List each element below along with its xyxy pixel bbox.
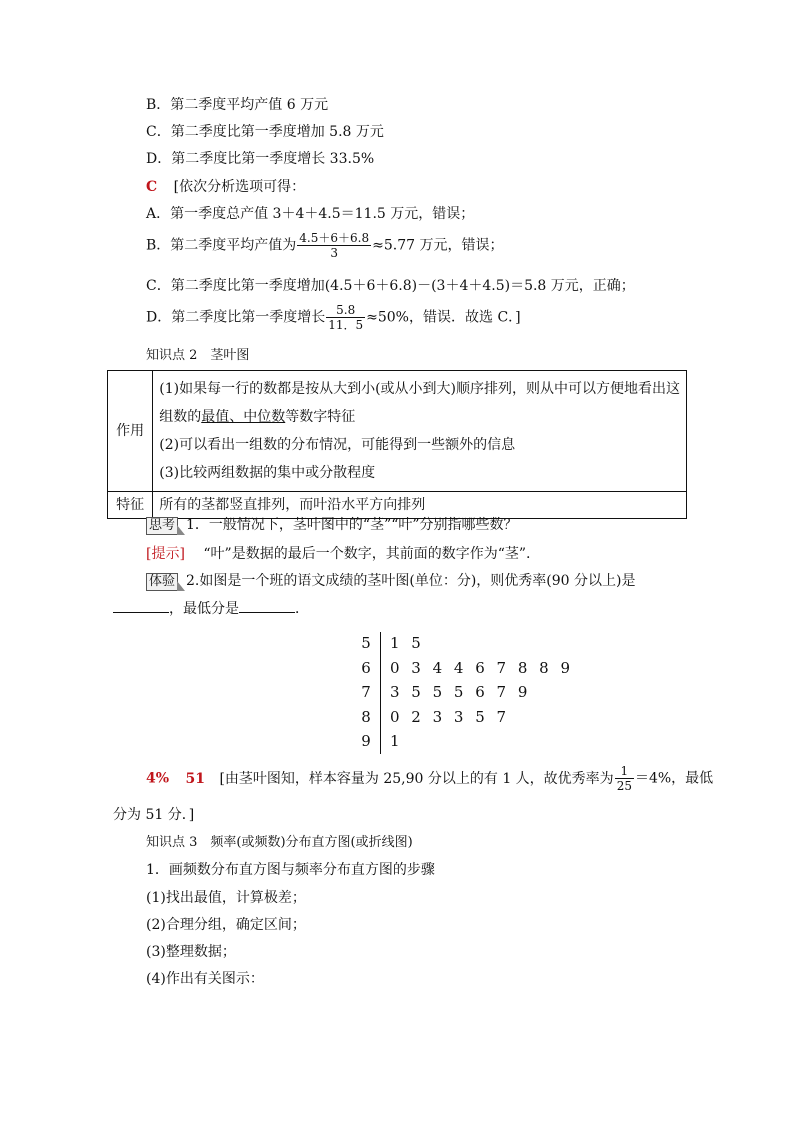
step-3: (3)整理数据； — [146, 944, 236, 960]
leaves: 0 3 4 4 6 7 8 8 9 — [390, 658, 574, 677]
fraction-b — [297, 232, 371, 259]
table-row-use — [108, 371, 687, 492]
leaves: 1 — [390, 732, 404, 750]
think-question — [146, 517, 518, 535]
answer-1-intro — [146, 180, 305, 194]
use-line-1: (1)如果每一行的数都是按从大到小(或从小到大)顺序排列，则从中可以方便地看出这 — [159, 381, 680, 397]
blank-rate — [113, 600, 169, 613]
section-2-title: 知识点 2 茎叶图 — [146, 348, 250, 363]
stem: 8 — [361, 707, 371, 726]
use-line-3: (2)可以看出一组数的分布情况，可能得到一些额外的信息 — [159, 437, 516, 453]
fraction-d-numerator: 5.8 — [326, 304, 365, 318]
step-1: (1)找出最值，计算极差； — [146, 890, 306, 906]
experience-question — [146, 573, 635, 591]
option-c: C．第二季度比第一季度增加 5.8 万元 — [146, 124, 384, 140]
answer-2-text-pre: [由茎叶图知，样本容量为 25,90 分以上的有 1 人，故优秀率为 — [219, 770, 614, 787]
option-b: B．第二季度平均产值 6 万元 — [146, 97, 329, 113]
section-3-title: 知识点 3 频率(或频数)分布直方图(或折线图) — [146, 835, 413, 850]
table-cell-feature: 所有的茎都竖直排列，而叶沿水平方向排列 — [153, 492, 687, 519]
analysis-b-prefix: B．第二季度平均产值为 — [146, 237, 297, 254]
stem: 6 — [361, 658, 371, 677]
answer-2-line-1 — [146, 765, 713, 792]
use-line-4: (3)比较两组数据的集中或分散程度 — [159, 465, 376, 481]
hint-text: “叶”是数据的最后一个数字，其前面的数字作为“茎”. — [203, 546, 531, 562]
fraction-rate — [615, 765, 634, 792]
experience-question-mid: ，最低分是 — [169, 601, 239, 617]
leaves: 0 2 3 3 5 7 — [390, 707, 510, 726]
answer-letter: C — [146, 179, 158, 195]
fraction-b-denominator: 3 — [330, 246, 339, 260]
analysis-b — [146, 232, 503, 259]
stem: 5 — [361, 634, 371, 652]
answer-intro: [依次分析选项可得： — [173, 179, 306, 195]
blank-min-score — [239, 600, 295, 613]
think-tag: 思考 — [146, 517, 178, 535]
use-line-2-underlined: 最值、中位数 — [201, 409, 286, 425]
step-2: (2)合理分组，确定区间； — [146, 917, 306, 933]
use-line-2 — [159, 403, 680, 431]
option-d: D．第二季度比第一季度增长 33.5% — [146, 151, 375, 167]
answer-2-line-2: 分为 51 分．] — [113, 807, 195, 823]
table-head-use: 作用 — [108, 371, 153, 492]
stem: 7 — [361, 683, 371, 701]
analysis-b-suffix: ≈5.77 万元，错误； — [372, 237, 504, 254]
answer-min-score: 51 — [185, 770, 205, 787]
fraction-d-denominator: 11．5 — [328, 318, 364, 332]
use-line-2-post: 等数字特征 — [285, 409, 356, 425]
think-question-text: 1．一般情况下，茎叶图中的“茎”“叶”分别指哪些数？ — [186, 517, 518, 533]
answer-2-text-post: ＝4%，最低 — [634, 770, 714, 787]
experience-question-line-1: 2.如图是一个班的语文成绩的茎叶图(单位：分)，则优秀率(90 分以上)是 — [186, 573, 636, 589]
table-row-feature — [108, 492, 687, 519]
fraction-b-numerator: 4.5＋6＋6.8 — [299, 231, 370, 245]
leaves: 3 5 5 5 6 7 9 — [390, 683, 531, 701]
stem-leaf-table — [107, 370, 687, 519]
analysis-a: A．第一季度总产值 3＋4＋4.5＝11.5 万元，错误； — [146, 206, 475, 222]
answer-rate: 4% — [146, 770, 170, 787]
table-cell-use — [153, 371, 687, 492]
fraction-rate-numerator: 1 — [615, 765, 634, 779]
analysis-d — [146, 304, 521, 331]
fraction-rate-denominator: 25 — [616, 779, 632, 793]
steps-title: 1．画频数分布直方图与频率分布直方图的步骤 — [146, 862, 435, 878]
step-4: (4)作出有关图示： — [146, 971, 264, 987]
experience-question-line-2 — [113, 600, 309, 616]
use-line-2-pre: 组数的 — [159, 409, 202, 425]
experience-question-end: ． — [295, 601, 309, 617]
analysis-d-suffix: ≈50%，错误．故选 C．] — [366, 309, 521, 326]
think-hint — [146, 547, 530, 561]
stem: 9 — [361, 732, 371, 750]
hint-tag: [提示] — [146, 546, 185, 562]
stem-leaf-divider — [380, 632, 381, 754]
leaves: 1 5 — [390, 634, 425, 652]
experience-tag: 体验 — [146, 573, 178, 591]
analysis-d-prefix: D．第二季度比第一季度增长 — [146, 309, 326, 326]
fraction-d — [326, 304, 365, 331]
analysis-c: C．第二季度比第一季度增加(4.5＋6＋6.8)－(3＋4＋4.5)＝5.8 万元，正确； — [146, 278, 635, 294]
table-head-feature: 特征 — [108, 492, 153, 519]
